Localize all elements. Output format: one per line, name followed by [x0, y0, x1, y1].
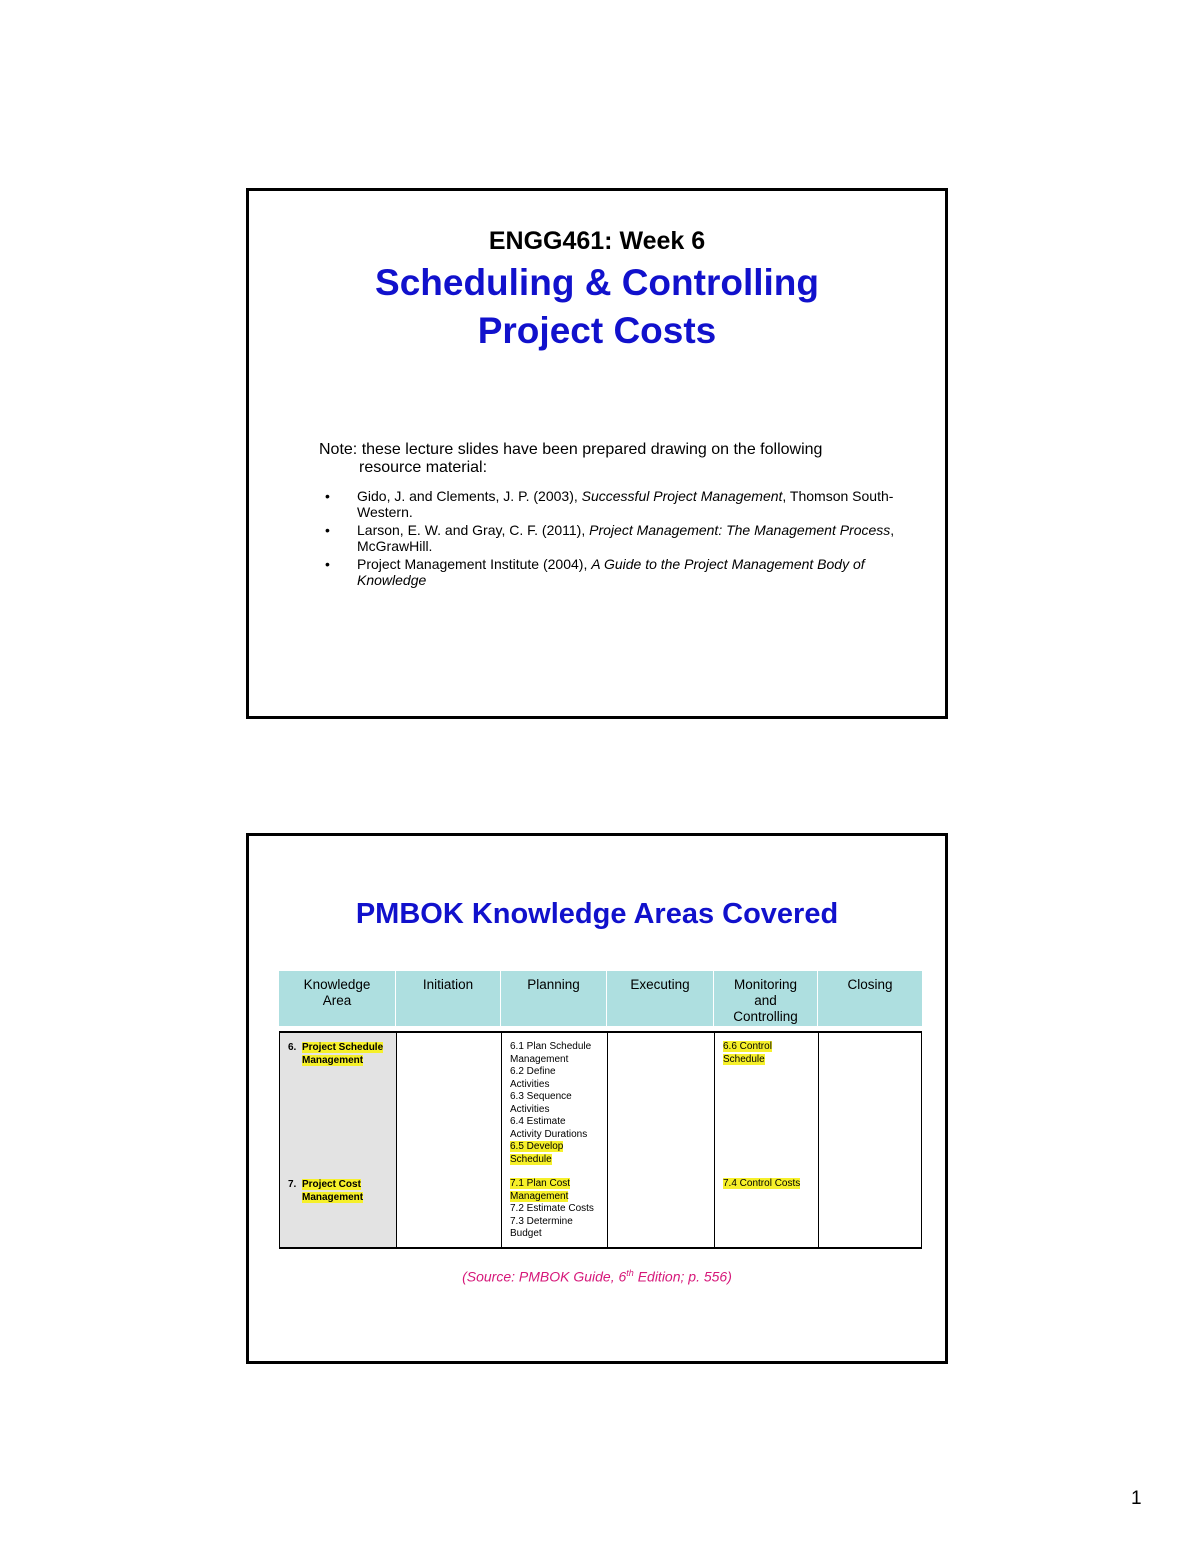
title-line-2: Project Costs [477, 310, 717, 351]
process-item: 6.2 Define [510, 1066, 556, 1077]
reference-publisher: , Thomson South-Western. [357, 488, 894, 520]
header-monitoring [714, 971, 818, 1026]
slide-title [249, 259, 945, 355]
reference-item [325, 556, 915, 588]
planning-cost-processes [510, 1178, 610, 1241]
monitoring-cost-processes [723, 1178, 823, 1191]
slide-1 [246, 188, 948, 719]
note-line-1: Note: these lecture slides have been prepared drawing on the following [319, 441, 823, 458]
area-title: Project Schedule [302, 1042, 384, 1053]
reference-title: Successful Project Management [581, 488, 783, 504]
reference-author: Project Management Institute (2004), [357, 556, 592, 572]
process-item: Activities [510, 1078, 550, 1090]
header-monitoring-line: Monitoring [733, 977, 798, 992]
bullet-icon: • [325, 522, 330, 538]
area-schedule [288, 1041, 383, 1067]
process-item-highlighted: Schedule [510, 1153, 552, 1165]
header-planning: Planning [501, 971, 607, 1026]
area-title: Management [302, 1192, 364, 1203]
process-item-highlighted: Schedule [723, 1053, 765, 1065]
header-executing: Executing [607, 971, 714, 1026]
bullet-icon: • [325, 556, 330, 572]
process-item: 7.2 Estimate Costs [510, 1203, 594, 1214]
area-title: Management [302, 1055, 364, 1066]
process-item: 7.3 Determine [510, 1215, 573, 1227]
page-number: 1 [1131, 1488, 1142, 1509]
process-item: 6.4 Estimate [510, 1116, 566, 1127]
reference-title: A Guide to the Project Management Body of Knowledge [357, 556, 865, 588]
header-closing: Closing [847, 977, 893, 992]
planning-schedule-processes [510, 1041, 610, 1166]
process-item-highlighted: 6.6 Control [723, 1041, 772, 1052]
process-item-highlighted: 6.5 Develop [510, 1141, 564, 1152]
source-superscript: th [626, 1268, 634, 1278]
col-monitoring [714, 1033, 818, 1247]
process-item: Management [510, 1053, 569, 1065]
col-closing [818, 1033, 922, 1247]
reference-publisher: , McGrawHill. [357, 522, 895, 554]
process-item: Budget [510, 1228, 542, 1239]
process-item-highlighted: Management [510, 1190, 569, 1202]
reference-author: Larson, E. W. and Gray, C. F. (2011), [357, 522, 590, 538]
header-monitoring-line: Controlling [733, 1009, 798, 1024]
area-title: Project Cost [302, 1179, 361, 1190]
source-text: (Source: PMBOK Guide, 6 [462, 1268, 627, 1285]
header-initiation: Initiation [396, 971, 501, 1026]
table-body [279, 1031, 922, 1249]
table-header [279, 971, 922, 1026]
reference-item [325, 488, 915, 520]
process-item: Activity Durations [510, 1128, 588, 1140]
source-citation [249, 1268, 945, 1285]
bullet-icon: • [325, 488, 330, 504]
source-text: Edition; p. 556) [633, 1268, 732, 1285]
note-text [319, 441, 919, 477]
reference-item [325, 522, 915, 554]
area-cost [288, 1178, 363, 1204]
reference-author: Gido, J. and Clements, J. P. (2003), [357, 488, 582, 504]
slide-2 [246, 833, 948, 1364]
col-executing [607, 1033, 714, 1247]
process-item-highlighted: 7.1 Plan Cost [510, 1178, 571, 1189]
process-item: Activities [510, 1103, 550, 1115]
col-planning [501, 1033, 607, 1247]
area-number: 7. [288, 1179, 297, 1190]
slide-title: PMBOK Knowledge Areas Covered [355, 898, 839, 930]
title-line-1: Scheduling & Controlling [375, 262, 819, 303]
reference-title: Project Management: The Management Process [589, 522, 891, 538]
col-initiation [396, 1033, 501, 1247]
monitoring-schedule-processes [723, 1041, 823, 1066]
col-knowledge-area [279, 1033, 396, 1247]
course-title: ENGG461: Week 6 [488, 227, 706, 255]
area-number: 6. [288, 1042, 297, 1053]
reference-list [325, 488, 915, 590]
header-monitoring-line: and [754, 993, 777, 1008]
process-item: 6.3 Sequence [510, 1091, 572, 1102]
process-item-highlighted: 7.4 Control Costs [723, 1178, 801, 1189]
note-line-2: resource material: [359, 459, 488, 476]
header-knowledge-area: Knowledge Area [279, 971, 396, 1026]
process-item: 6.1 Plan Schedule [510, 1041, 592, 1052]
